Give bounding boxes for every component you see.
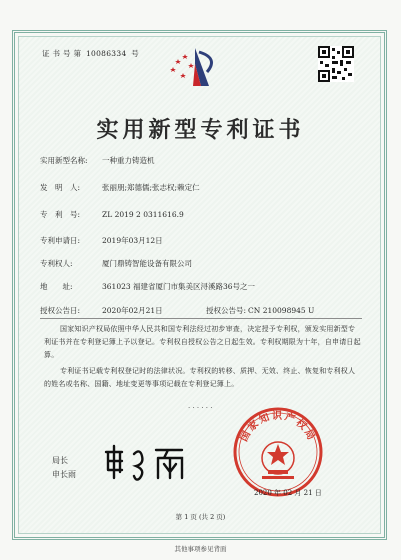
field-utility-model-name: 实用新型名称: 一种重力铸造机	[40, 156, 155, 165]
qr-code-icon	[318, 46, 354, 82]
cert-number-suffix: 号	[131, 49, 140, 58]
director-title: 局长	[52, 456, 68, 465]
divider-dots: · · · · · ·	[188, 404, 213, 412]
field-application-date: 专利申请日: 2019年03月12日	[40, 236, 163, 245]
handwritten-signature-icon	[100, 444, 190, 484]
field-address: 地 址: 361023 福建省厦门市集美区浔溪路36号之一	[40, 282, 256, 291]
field-patentee: 专利权人: 厦门鼎铸智能设备有限公司	[40, 259, 192, 268]
seal-date: 2020 年 02 月 21 日	[254, 489, 322, 497]
field-patent-number: 专 利 号: ZL 2019 2 0311616.9	[40, 210, 184, 219]
svg-text:国家知识产权局	[237, 409, 319, 444]
cert-number-label: 证 书 号 第	[42, 49, 82, 58]
patent-office-emblem-icon	[165, 42, 225, 92]
body-paragraph-1: 国家知识产权局依照中华人民共和国专利法经过初步审查，决定授予专利权，颁发实用新型专利证书并在专利登记簿上予以登记。专利权自授权公告之日起生效。专利权期限为十年，自申请日起算。	[44, 325, 361, 359]
body-paragraph-2: 专利证书记载专利权登记时的法律状况。专利权的转移、质押、无效、终止、恢复和专利权人的姓名或名称、国籍、地址变更等事项记载在专利登记簿上。	[44, 367, 356, 388]
field-inventors: 发 明 人: 张丽朋;郑德儒;张志权;赖定仁	[40, 183, 200, 192]
field-grant-publication-number: 授权公告号: CN 210098945 U	[206, 306, 315, 315]
certificate-number	[40, 48, 139, 59]
field-grant-date: 授权公告日: 2020年02月21日	[40, 306, 163, 315]
director-name: 申长雨	[52, 470, 76, 479]
footer-note: 其他事项参见背面	[174, 545, 227, 553]
page-number: 第 1 页 (共 2 页)	[175, 513, 226, 521]
divider-line	[40, 318, 362, 319]
certificate-title: 实用新型专利证书	[96, 117, 305, 143]
seal-text: 国家知识产权局	[238, 411, 318, 444]
official-seal-icon	[232, 406, 324, 498]
cert-number-value: 10086334	[85, 49, 127, 58]
